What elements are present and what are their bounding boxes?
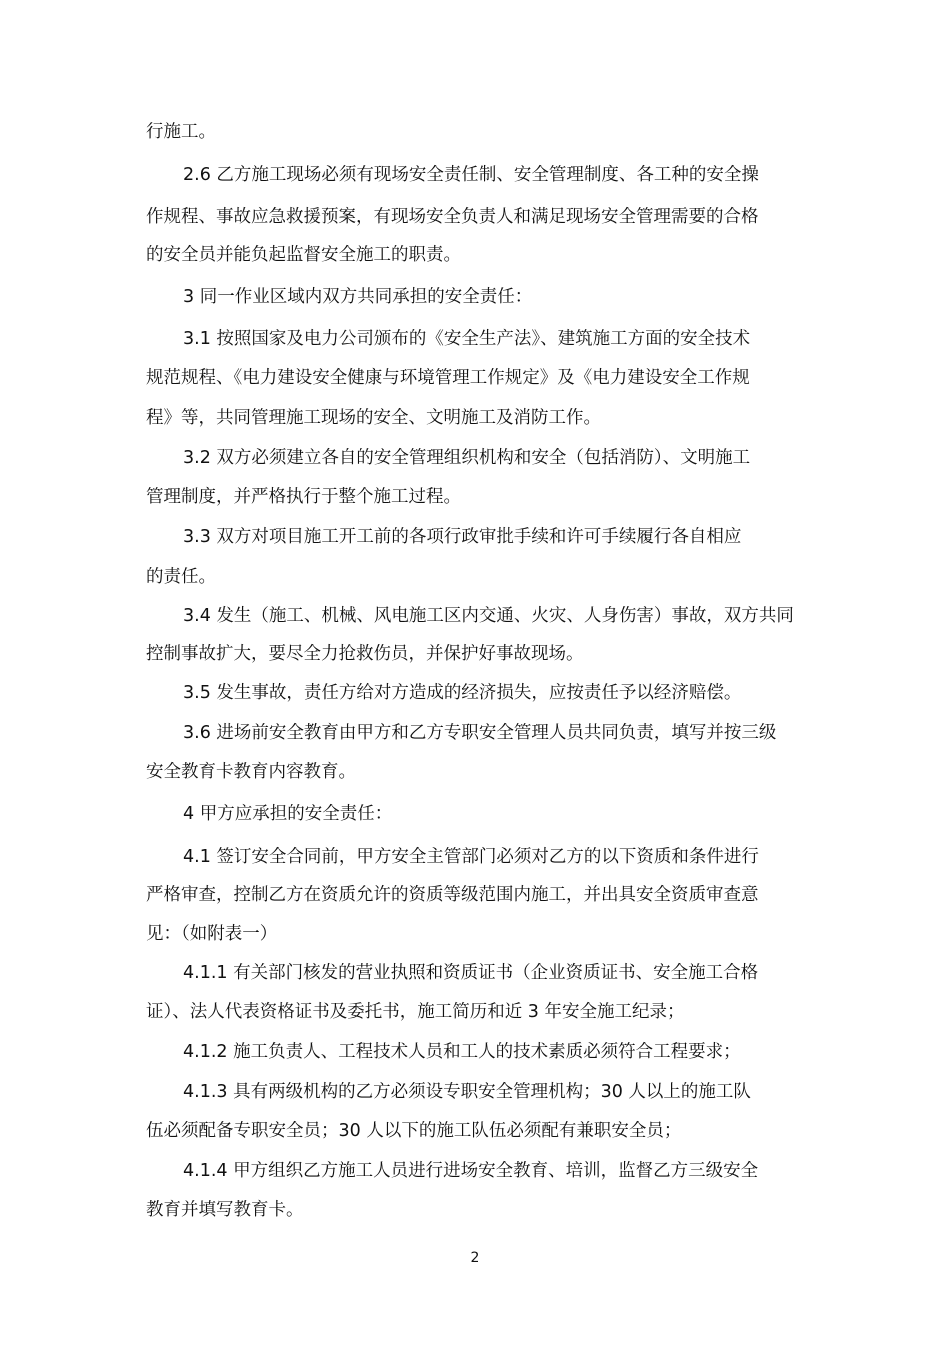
text-line: 3.4 发生（施工、机械、风电施工区内交通、火灾、人身伤害）事故，双方共同: [183, 606, 794, 626]
page-number: 2: [470, 1250, 480, 1266]
text-line: 4.1.1 有关部门核发的营业执照和资质证书（企业资质证书、安全施工合格: [183, 963, 759, 983]
text-line: 的安全员并能负起监督安全施工的职责。: [146, 245, 461, 265]
text-line: 行施工。: [146, 122, 216, 142]
text-line: 4.1.2 施工负责人、工程技术人员和工人的技术素质必须符合工程要求；: [183, 1042, 741, 1062]
text-line: 2.6 乙方施工现场必须有现场安全责任制、安全管理制度、各工种的安全操: [183, 165, 759, 185]
text-line: 程》等，共同管理施工现场的安全、文明施工及消防工作。: [146, 408, 601, 428]
text-line: 4.1 签订安全合同前，甲方安全主管部门必须对乙方的以下资质和条件进行: [183, 847, 759, 867]
text-line: 见：（如附表一）: [146, 924, 278, 944]
text-line: 严格审查，控制乙方在资质允许的资质等级范围内施工，并出具安全资质审查意: [146, 885, 759, 905]
text-line: 3.5 发生事故，责任方给对方造成的经济损失，应按责任予以经济赔偿。: [183, 683, 742, 703]
text-line: 控制事故扩大，要尽全力抢救伤员，并保护好事故现场。: [146, 644, 584, 664]
text-line: 伍必须配备专职安全员；30 人以下的施工队伍必须配有兼职安全员；: [146, 1121, 682, 1141]
text-line: 规范规程、《电力建设安全健康与环境管理工作规定》及《电力建设安全工作规: [146, 368, 750, 388]
text-line: 教育并填写教育卡。: [146, 1200, 304, 1220]
text-line: 4.1.4 甲方组织乙方施工人员进行进场安全教育、培训，监督乙方三级安全: [183, 1161, 759, 1181]
text-line: 管理制度，并严格执行于整个施工过程。: [146, 487, 461, 507]
text-line: 的责任。: [146, 567, 216, 587]
text-line: 3.2 双方必须建立各自的安全管理组织机构和安全（包括消防）、文明施工: [183, 448, 751, 468]
text-line: 3 同一作业区域内双方共同承担的安全责任：: [183, 287, 533, 307]
text-line: 3.1 按照国家及电力公司颁布的《安全生产法》、建筑施工方面的安全技术: [183, 329, 751, 349]
text-line: 4 甲方应承担的安全责任：: [183, 804, 393, 824]
text-line: 4.1.3 具有两级机构的乙方必须设专职安全管理机构；30 人以上的施工队: [183, 1082, 751, 1102]
text-line: 3.6 进场前安全教育由甲方和乙方专职安全管理人员共同负责，填写并按三级: [183, 723, 777, 743]
text-line: 证）、法人代表资格证书及委托书，施工简历和近 3 年安全施工纪录；: [146, 1002, 685, 1022]
text-line: 安全教育卡教育内容教育。: [146, 762, 356, 782]
text-line: 3.3 双方对项目施工开工前的各项行政审批手续和许可手续履行各自相应: [183, 527, 742, 547]
text-line: 作规程、事故应急救援预案，有现场安全负责人和满足现场安全管理需要的合格: [146, 207, 759, 227]
